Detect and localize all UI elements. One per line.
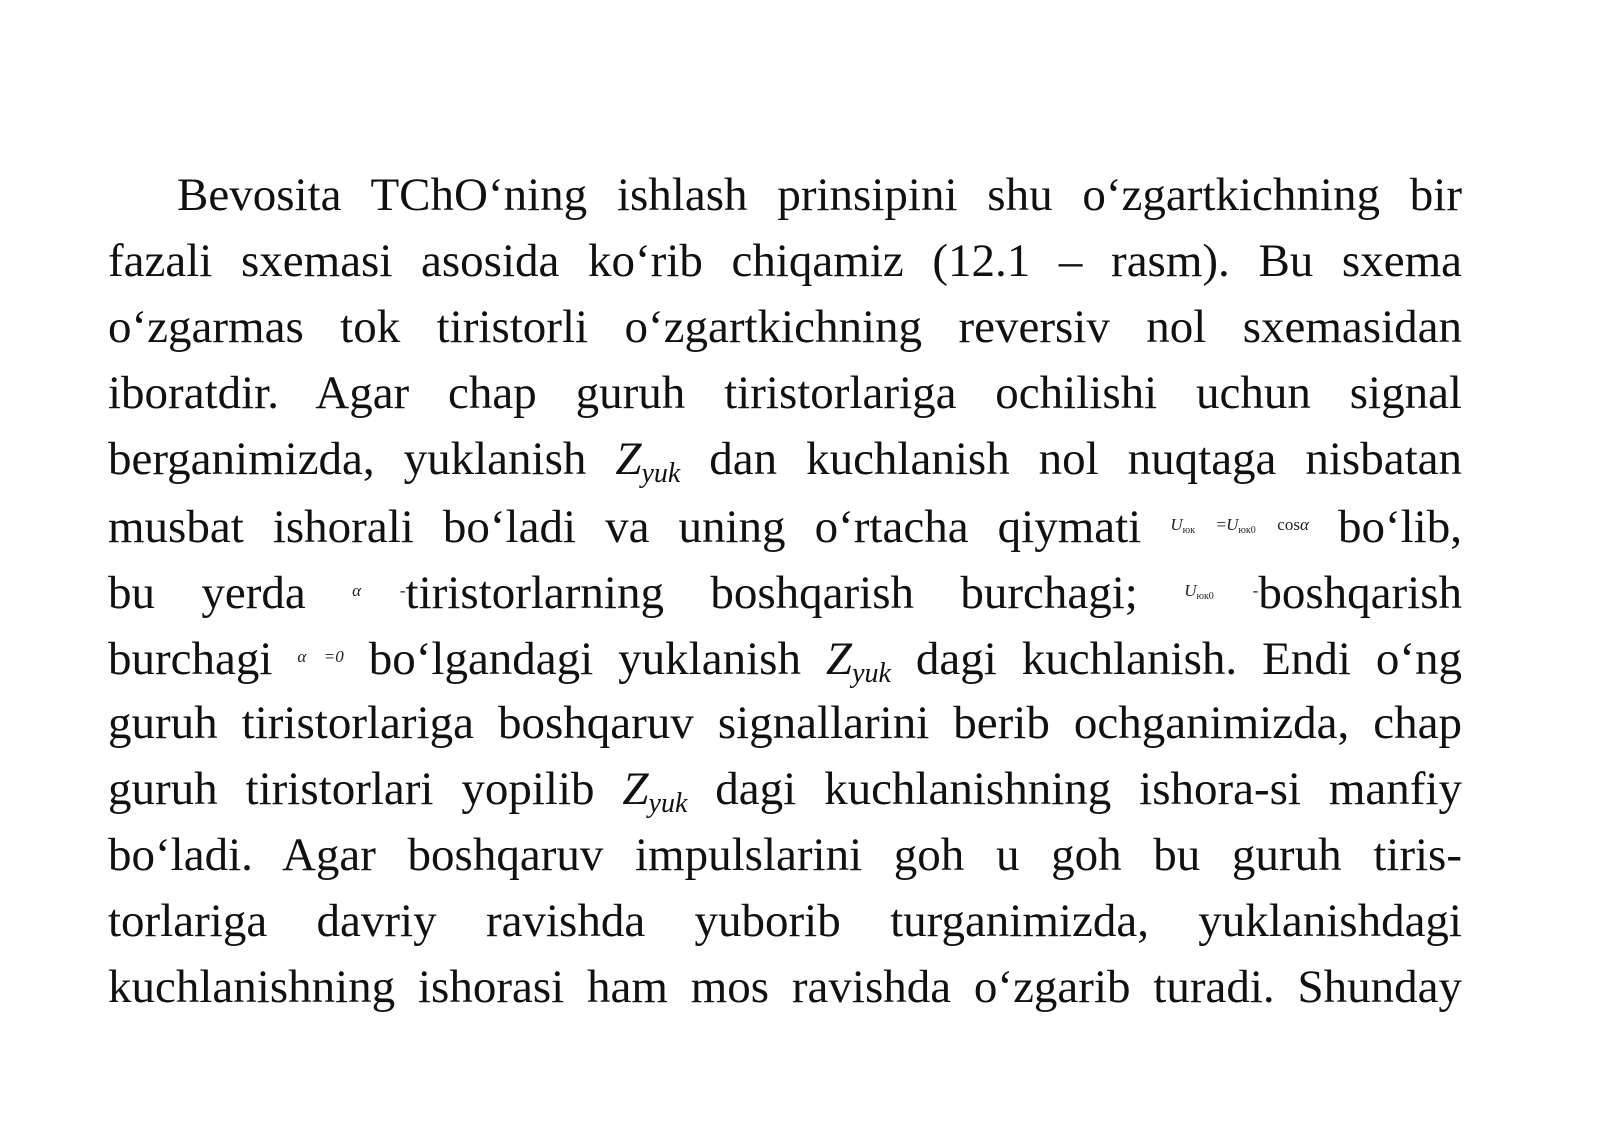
line-text: Bevosita TChO‘ning ishlash prinsipini shu o‘zgartkichning bir	[177, 169, 1462, 221]
line-text: tiristorlarning boshqarish burchagi;	[405, 567, 1185, 619]
paragraph	[108, 162, 1462, 1020]
variable-z: Z	[622, 763, 649, 815]
text-line-8	[108, 624, 1462, 690]
formula-subscript: юк	[1182, 525, 1195, 536]
subscript-yuk: yuk	[648, 788, 688, 819]
line-text: berganimizda, yuklanish	[108, 433, 616, 485]
formula-u-symbol	[1184, 581, 1258, 600]
line-text: musbat ishorali bo‘ladi va uning o‘rtacha qiymati	[108, 501, 1171, 553]
text-line-3: o‘zgarmas tok tiristorli o‘zgartkichning reversiv nol sxemasidan	[108, 301, 1462, 353]
line-text: bo‘lib,	[1308, 501, 1462, 553]
text-line-13: kuchlanishning ishorasi ham mos ravishda o‘zgarib turadi. Shunday	[108, 961, 1462, 1013]
text-line-11: bo‘ladi. Agar boshqaruv impulslarini goh u goh bu guruh tiris-	[108, 829, 1462, 881]
line-text: bu yerda	[108, 567, 353, 619]
subscript-yuk: yuk	[852, 658, 891, 689]
text-line-9: guruh tiristorlariga boshqaruv signallarini berib ochganimizda, chap	[108, 697, 1462, 749]
formula-alpha: α	[1299, 515, 1309, 534]
formula-cos: cos	[1255, 515, 1300, 534]
formula-symbol: U	[1184, 581, 1197, 600]
variable-z: Z	[825, 633, 853, 685]
line-text: dan kuchlanish nol nuqtaga nisbatan	[680, 433, 1462, 485]
variable-z: Z	[615, 433, 642, 485]
formula-subscript: юк0	[1238, 525, 1256, 536]
subscript-yuk: yuk	[641, 458, 681, 489]
formula-alpha-zero: α =0	[297, 647, 344, 666]
line-text: boshqarish	[1258, 567, 1462, 619]
text-line-7	[108, 558, 1462, 624]
formula-dash: -	[1213, 581, 1259, 600]
formula-alpha-symbol	[352, 581, 405, 600]
line-text: bo‘lgandagi yuklanish	[343, 633, 826, 685]
line-text: guruh tiristorlari yopilib	[108, 763, 623, 815]
text-line-12: torlariga davriy ravishda yuborib turganimizda, yuklanishdagi	[108, 895, 1462, 947]
line-text: dagi kuchlanishning ishora-si manfiy	[687, 763, 1462, 815]
formula-subscript: юк0	[1196, 591, 1214, 602]
formula-dash: -	[361, 581, 406, 600]
formula-symbol: U	[1170, 515, 1183, 534]
text-line-5	[108, 426, 1462, 492]
line-text: dagi kuchlanish. Endi o‘ng	[890, 633, 1462, 685]
formula-average-voltage	[1170, 515, 1309, 534]
text-line-10	[108, 756, 1462, 822]
text-line-6	[108, 492, 1462, 558]
formula-equals: =	[1194, 515, 1227, 534]
text-line-1	[108, 162, 1462, 228]
line-text: burchagi	[108, 633, 298, 685]
text-line-4: iboratdir. Agar chap guruh tiristorlariga ochilishi uchun signal	[108, 367, 1462, 419]
formula-symbol: U	[1226, 515, 1239, 534]
text-line-2: fazali sxemasi asosida ko‘rib chiqamiz (12.1 – rasm). Bu sxema	[108, 235, 1462, 287]
formula-alpha: α	[352, 581, 362, 600]
